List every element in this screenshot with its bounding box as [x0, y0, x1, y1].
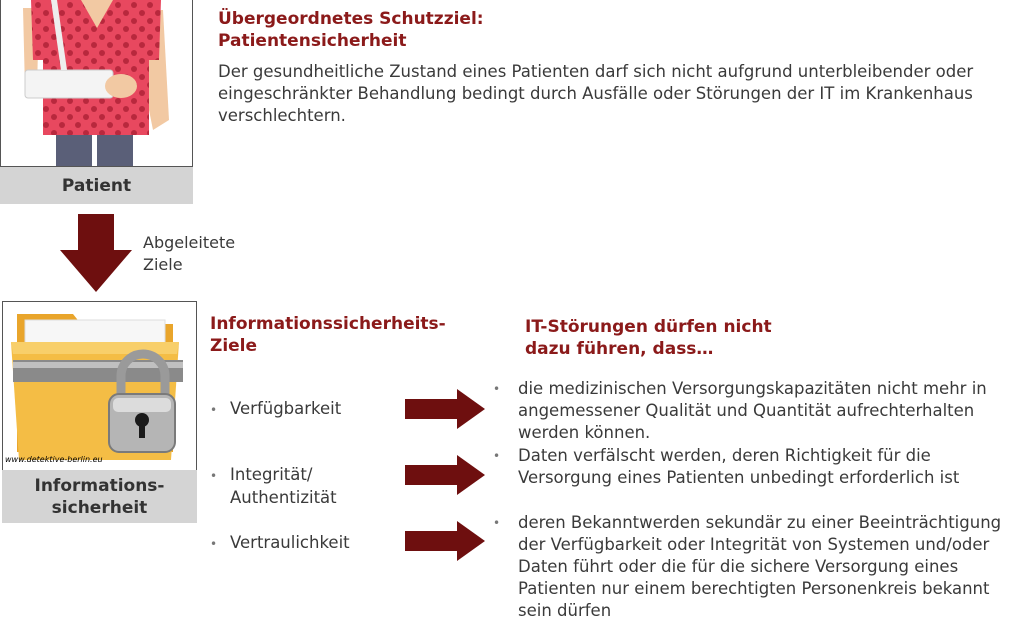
infosec-goals-title-line1: Informationssicherheits- [210, 314, 446, 334]
it-disruptions-title [525, 316, 772, 360]
patient-image [0, 0, 193, 167]
goal-item-confidentiality: • Vertraulichkeit [210, 533, 350, 552]
overall-goal-title-line2: Patientensicherheit [218, 31, 407, 51]
right-arrow-icon [405, 455, 485, 495]
right-arrow-icon [405, 521, 485, 561]
right-arrow-icon [405, 389, 485, 429]
down-arrow-icon [60, 214, 132, 294]
consequence-item: • deren Bekanntwerden sekundär zu einer Beeinträchtigung der Verfügbarkeit oder Integrität von Systemen und/oder Daten führt oder die für die sichere Versorgung eines Patienten nur einem berechtigten Personenkreis bekannt sein dürfen [493, 512, 1013, 622]
infosec-label [2, 470, 197, 523]
it-disruptions-title-line2: dazu führen, dass… [525, 339, 714, 359]
goal-item-label: Vertraulichkeit [230, 533, 350, 552]
consequence-text: deren Bekanntwerden sekundär zu einer Beeinträchtigung der Verfügbarkeit oder Integrität von Systemen und/oder Daten führt oder die für die sichere Versorgung eines Patienten nur einem berechtigten Personenkreis bekannt sein dürfen [518, 513, 1002, 620]
derived-goals-label [143, 232, 235, 276]
consequence-text: Daten verfälscht werden, deren Richtigkeit für die Versorgung eines Patienten unbedingt erforderlich ist [518, 446, 960, 487]
infosec-label-line1: Informations- [34, 475, 165, 496]
infosec-goals-title-line2: Ziele [210, 336, 258, 356]
patient-illustration [1, 0, 192, 166]
consequence-text: die medizinischen Versorgungskapazitäten nicht mehr in angemessener Qualität und Quantität aufrechterhalten werden können. [518, 379, 987, 442]
derived-goals-line2: Ziele [143, 255, 183, 274]
patient-label: Patient [0, 167, 193, 204]
goal-item-label: Integrität/ [230, 465, 313, 484]
watermark: www.detektive-berlin.eu [5, 455, 103, 464]
goal-item-label: Verfügbarkeit [230, 399, 342, 418]
goal-item-integrity: • Integrität/ Authentizität [210, 465, 337, 507]
overall-goal-title [218, 8, 484, 52]
overall-goal-title-line1: Übergeordnetes Schutzziel: [218, 9, 484, 29]
consequence-item: • die medizinischen Versorgungskapazitäten nicht mehr in angemessener Qualität und Quantität aufrechterhalten werden können. [493, 378, 1013, 444]
infosec-label-line2: sicherheit [51, 497, 148, 518]
infosec-goals-title [210, 313, 446, 357]
locked-folder-illustration [3, 302, 196, 470]
overall-goal-text: Der gesundheitliche Zustand eines Patienten darf sich nicht aufgrund unterbleibender oder eingeschränkter Behandlung bedingt durch Ausfälle oder Störungen der IT im Krankenhaus verschlechtern. [218, 62, 974, 125]
consequence-item: • Daten verfälscht werden, deren Richtigkeit für die Versorgung eines Patienten unbedingt erforderlich ist [493, 445, 1013, 489]
infosec-image [2, 301, 197, 471]
derived-goals-line1: Abgeleitete [143, 233, 236, 252]
goal-item-availability: • Verfügbarkeit [210, 399, 342, 418]
goal-item-label-line2: Authentizität [230, 487, 337, 507]
it-disruptions-title-line1: IT-Störungen dürfen nicht [525, 317, 772, 337]
